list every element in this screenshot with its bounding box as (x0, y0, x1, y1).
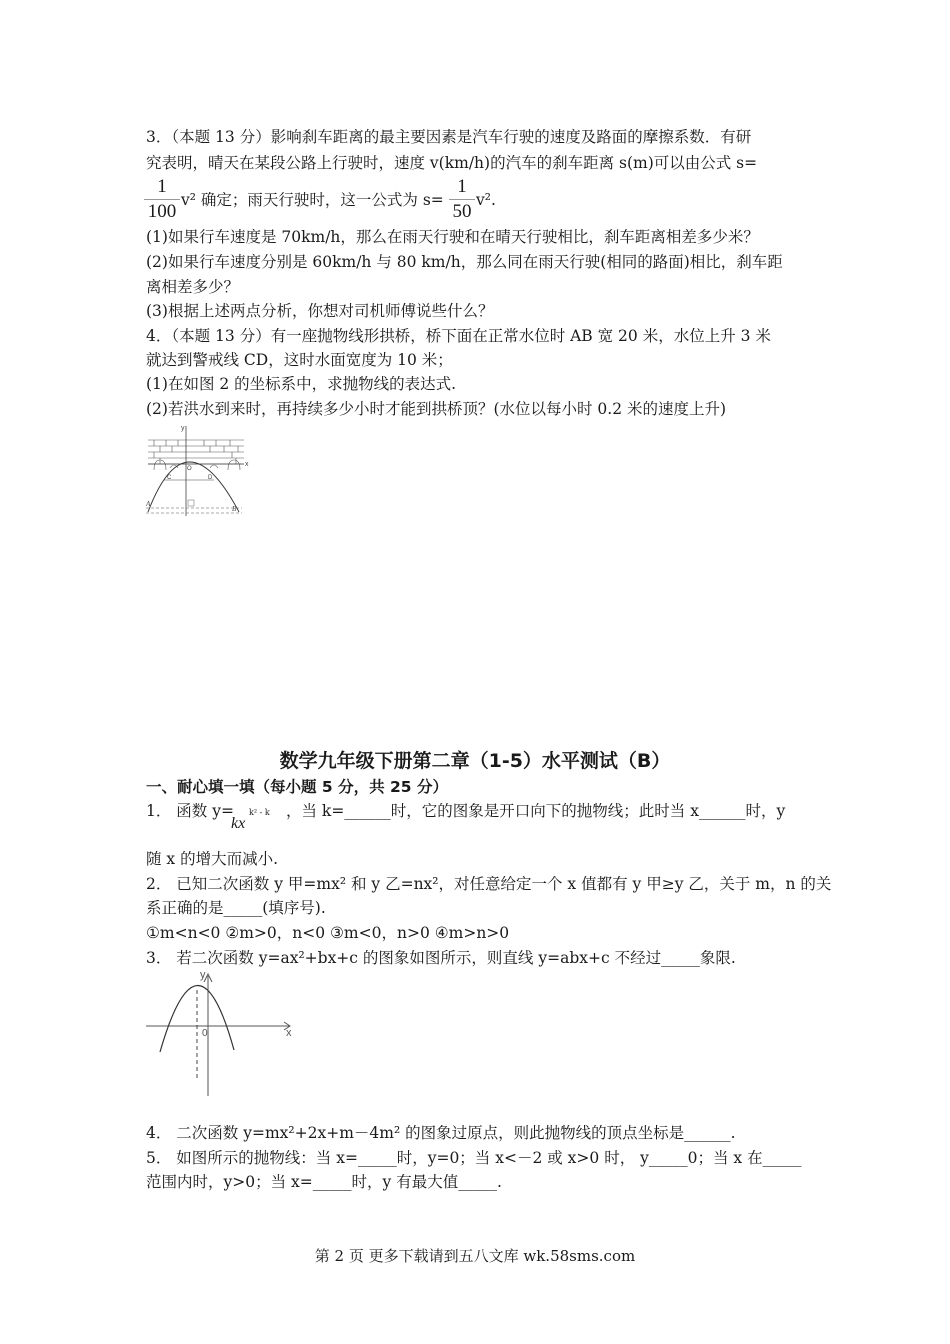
fraction-denominator: 50 (452, 201, 472, 222)
p1-line1b: ，当 k=______时，它的图象是开口向下的抛物线；此时当 x______时，y (286, 802, 786, 820)
p5-line2: 范围内时，y>0；当 x=_____时，y 有最大值_____. (146, 1173, 502, 1191)
q3-sub3: (3)根据上述两点分析，你想对司机师傅说些什么？ (146, 302, 494, 320)
q3-sub2b: 离相差多少？ (146, 278, 240, 296)
fig-label-b: B (232, 505, 237, 513)
fig-label-o: O (187, 466, 192, 472)
fig-label-x: x (245, 461, 249, 468)
q3-sub1: (1)如果行车速度是 70km/h，那么在雨天行驶和在晴天行驶相比，刹车距离相差多少米？ (146, 228, 759, 246)
parabola-figure (144, 966, 300, 1100)
p5-line1: 5． 如图所示的抛物线：当 x=_____时，y=0；当 x<－2 或 x>0 时， y_____0；当 x 在_____ (146, 1149, 802, 1167)
p1-line2: 随 x 的增大而减小. (146, 850, 279, 868)
q4-sub2: (2)若洪水到来时，再持续多少小时才能到拱桥顶？(水位以每小时 0.2 米的速度上升) (146, 400, 727, 418)
p3-line1: 3． 若二次函数 y=ax²+bx+c 的图象如图所示，则直线 y=abx+c 不经过_____象限. (146, 949, 736, 967)
q3-line2: 究表明，晴天在某段公路上行驶时，速度 v(km/h)的汽车的刹车距离 s(m)可以由公式 s= (146, 154, 758, 172)
fraction-numerator: 1 (157, 176, 167, 197)
q4-line1: 4．（本题 13 分）有一座抛物线形拱桥，桥下面在正常水位时 AB 宽 20 米，水位上升 3 米 (146, 327, 771, 345)
fraction-denominator: 100 (147, 201, 177, 222)
p1-exponent: k² - k (249, 808, 270, 817)
p2-options: ①m<n<0 ②m>0，n<0 ③m<0，n>0 ④m>n>0 (146, 924, 510, 942)
q3-line3b: v². (476, 191, 496, 209)
fraction-1-50 (449, 176, 475, 223)
q3-line3a: v² 确定；雨天行驶时，这一公式为 s= (181, 191, 444, 209)
p1-line1a: 1． 函数 y= (146, 802, 234, 820)
p2-line1: 2． 已知二次函数 y 甲=mx² 和 y 乙=nx²，对任意给定一个 x 值都有 y 甲≥y 乙，关于 m，n 的关 (146, 875, 832, 893)
fig-label-x: x (286, 1027, 292, 1039)
page-footer: 第 2 页 更多下载请到五八文库 wk.58sms.com (314, 1247, 636, 1265)
fig-label-c: C (167, 475, 172, 481)
page-title: 数学九年级下册第二章（1-5）水平测试（B） (279, 750, 671, 772)
q4-line2: 就达到警戒线 CD，这时水面宽度为 10 米； (146, 351, 453, 369)
p1-expression: kx (231, 815, 246, 832)
fraction-numerator: 1 (457, 176, 467, 197)
bridge-figure (144, 422, 254, 516)
fig-label-y: y (181, 425, 185, 432)
p4-line1: 4． 二次函数 y=mx²+2x+m－4m² 的图象过原点，则此抛物线的顶点坐标是______. (146, 1124, 736, 1142)
fig-label-y: y (200, 969, 206, 981)
fraction-1-100 (144, 176, 180, 223)
fig-label-origin: 0 (202, 1028, 208, 1039)
q4-sub1: (1)在如图 2 的坐标系中，求抛物线的表达式. (146, 375, 457, 393)
fig-label-a: A (146, 500, 151, 508)
p2-line2: 系正确的是_____(填序号). (146, 899, 326, 917)
section-heading: 一、耐心填一填（每小题 5 分，共 25 分） (146, 778, 448, 796)
fig-label-d: D (208, 475, 213, 481)
q3-line1: 3．（本题 13 分）影响刹车距离的最主要因素是汽车行驶的速度及路面的摩擦系数．有研 (146, 128, 752, 146)
q3-sub2a: (2)如果行车速度分别是 60km/h 与 80 km/h，那么同在雨天行驶(相同的路面)相比，刹车距 (146, 253, 783, 271)
